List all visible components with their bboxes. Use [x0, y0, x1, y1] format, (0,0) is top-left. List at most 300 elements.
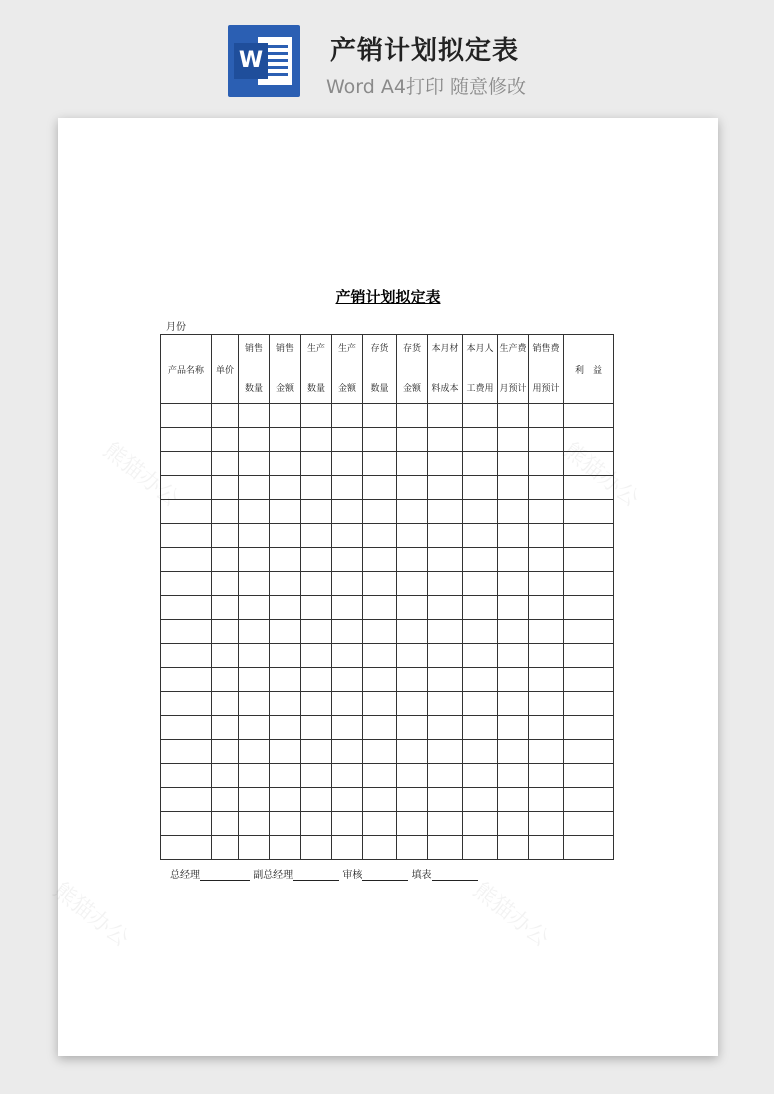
table-cell[interactable] — [212, 548, 239, 572]
table-cell[interactable] — [332, 548, 363, 572]
table-cell[interactable] — [428, 620, 463, 644]
column-header: 生产 金额 — [332, 335, 363, 404]
table-cell[interactable] — [397, 404, 428, 428]
column-header: 存货 数量 — [363, 335, 397, 404]
table-cell[interactable] — [239, 764, 270, 788]
column-header: 生产 数量 — [301, 335, 332, 404]
table-cell[interactable] — [463, 500, 498, 524]
table-cell[interactable] — [332, 812, 363, 836]
column-header: 产品名称 — [161, 335, 212, 404]
table-cell[interactable] — [428, 836, 463, 860]
table-cell[interactable] — [332, 452, 363, 476]
table-cell[interactable] — [301, 740, 332, 764]
table-cell[interactable] — [301, 668, 332, 692]
table-cell[interactable] — [498, 428, 529, 452]
table-cell[interactable] — [463, 428, 498, 452]
table-cell[interactable] — [212, 692, 239, 716]
table-cell[interactable] — [212, 620, 239, 644]
table-cell[interactable] — [332, 524, 363, 548]
table-cell[interactable] — [161, 452, 212, 476]
table-cell[interactable] — [428, 524, 463, 548]
table-cell[interactable] — [270, 548, 301, 572]
table-row — [161, 404, 614, 428]
table-cell[interactable] — [463, 572, 498, 596]
table-cell[interactable] — [212, 668, 239, 692]
table-cell[interactable] — [428, 812, 463, 836]
table-cell[interactable] — [161, 788, 212, 812]
table-cell[interactable] — [428, 476, 463, 500]
table-row — [161, 452, 614, 476]
table-row — [161, 572, 614, 596]
table-cell[interactable] — [363, 692, 397, 716]
table-cell[interactable] — [564, 596, 614, 620]
table-cell[interactable] — [161, 476, 212, 500]
table-cell[interactable] — [239, 428, 270, 452]
table-cell[interactable] — [212, 812, 239, 836]
table-cell[interactable] — [498, 836, 529, 860]
table-cell[interactable] — [363, 620, 397, 644]
table-row — [161, 692, 614, 716]
table-cell[interactable] — [332, 620, 363, 644]
table-cell[interactable] — [463, 476, 498, 500]
table-cell[interactable] — [463, 644, 498, 668]
table-cell[interactable] — [397, 644, 428, 668]
table-cell[interactable] — [239, 836, 270, 860]
page-header — [0, 0, 774, 110]
table-cell[interactable] — [301, 548, 332, 572]
table-row — [161, 740, 614, 764]
table-row — [161, 524, 614, 548]
table-cell[interactable] — [564, 644, 614, 668]
table-cell[interactable] — [301, 764, 332, 788]
table-cell[interactable] — [301, 812, 332, 836]
table-cell[interactable] — [212, 500, 239, 524]
table-cell[interactable] — [212, 644, 239, 668]
table-cell[interactable] — [529, 500, 564, 524]
table-cell[interactable] — [564, 572, 614, 596]
table-row — [161, 716, 614, 740]
table-cell[interactable] — [397, 812, 428, 836]
table-cell[interactable] — [332, 740, 363, 764]
table-cell[interactable] — [161, 428, 212, 452]
table-cell[interactable] — [301, 452, 332, 476]
table-cell[interactable] — [161, 836, 212, 860]
word-icon-badge: W — [234, 43, 268, 79]
table-cell[interactable] — [498, 788, 529, 812]
table-cell[interactable] — [397, 620, 428, 644]
table-cell[interactable] — [363, 740, 397, 764]
table-cell[interactable] — [363, 572, 397, 596]
table-cell[interactable] — [463, 692, 498, 716]
column-header: 生产费 月预计 — [498, 335, 529, 404]
table-cell[interactable] — [428, 668, 463, 692]
table-cell[interactable] — [270, 764, 301, 788]
table-cell[interactable] — [564, 812, 614, 836]
table-cell[interactable] — [428, 788, 463, 812]
table-cell[interactable] — [529, 620, 564, 644]
table-cell[interactable] — [428, 500, 463, 524]
table-cell[interactable] — [161, 812, 212, 836]
table-cell[interactable] — [301, 572, 332, 596]
table-cell[interactable] — [212, 740, 239, 764]
table-cell[interactable] — [498, 452, 529, 476]
table-cell[interactable] — [564, 836, 614, 860]
column-header: 销售费 用预计 — [529, 335, 564, 404]
table-row — [161, 428, 614, 452]
table-cell[interactable] — [212, 716, 239, 740]
table-cell[interactable] — [397, 548, 428, 572]
table-cell[interactable] — [301, 836, 332, 860]
table-cell[interactable] — [498, 620, 529, 644]
table-header-row — [161, 335, 614, 404]
table-cell[interactable] — [332, 404, 363, 428]
table-cell[interactable] — [397, 500, 428, 524]
table-cell[interactable] — [161, 404, 212, 428]
table-cell[interactable] — [270, 404, 301, 428]
table-cell[interactable] — [498, 692, 529, 716]
table-cell[interactable] — [161, 524, 212, 548]
table-cell[interactable] — [529, 812, 564, 836]
table-cell[interactable] — [363, 452, 397, 476]
form-title: 产销计划拟定表 — [335, 288, 441, 306]
table-cell[interactable] — [270, 596, 301, 620]
table-cell[interactable] — [363, 788, 397, 812]
table-cell[interactable] — [498, 812, 529, 836]
table-cell[interactable] — [301, 620, 332, 644]
table-cell[interactable] — [212, 524, 239, 548]
table-cell[interactable] — [161, 620, 212, 644]
table-cell[interactable] — [564, 764, 614, 788]
table-cell[interactable] — [463, 620, 498, 644]
table-cell[interactable] — [332, 428, 363, 452]
table-cell[interactable] — [270, 740, 301, 764]
table-cell[interactable] — [529, 692, 564, 716]
table-cell[interactable] — [363, 812, 397, 836]
table-cell[interactable] — [212, 476, 239, 500]
table-row — [161, 764, 614, 788]
table-cell[interactable] — [529, 476, 564, 500]
watermark: 熊猫办公 — [468, 878, 554, 953]
table-cell[interactable] — [332, 572, 363, 596]
table-cell[interactable] — [564, 668, 614, 692]
table-cell[interactable] — [463, 524, 498, 548]
table-row — [161, 476, 614, 500]
table-cell[interactable] — [301, 788, 332, 812]
table-row — [161, 620, 614, 644]
table-cell[interactable] — [498, 668, 529, 692]
table-cell[interactable] — [301, 404, 332, 428]
table-cell[interactable] — [161, 692, 212, 716]
table-cell[interactable] — [428, 404, 463, 428]
table-cell[interactable] — [239, 548, 270, 572]
watermark: 熊猫办公 — [558, 438, 644, 513]
table-cell[interactable] — [564, 620, 614, 644]
table-cell[interactable] — [529, 572, 564, 596]
table-cell[interactable] — [161, 644, 212, 668]
table-cell[interactable] — [564, 548, 614, 572]
document-page — [48, 118, 718, 1056]
table-cell[interactable] — [463, 812, 498, 836]
signature-blank[interactable] — [200, 869, 250, 881]
table-row — [161, 500, 614, 524]
table-cell[interactable] — [239, 476, 270, 500]
word-document-icon — [228, 25, 300, 97]
signature-blank[interactable] — [432, 869, 478, 881]
table-cell[interactable] — [428, 692, 463, 716]
table-cell[interactable] — [239, 644, 270, 668]
table-cell[interactable] — [161, 500, 212, 524]
table-cell[interactable] — [270, 476, 301, 500]
table-cell[interactable] — [270, 836, 301, 860]
table-cell[interactable] — [239, 740, 270, 764]
table-cell[interactable] — [428, 428, 463, 452]
table-cell[interactable] — [212, 788, 239, 812]
table-cell[interactable] — [529, 668, 564, 692]
table-cell[interactable] — [463, 596, 498, 620]
table-cell[interactable] — [363, 500, 397, 524]
table-cell[interactable] — [332, 668, 363, 692]
table-cell[interactable] — [529, 716, 564, 740]
table-cell[interactable] — [270, 716, 301, 740]
signature-line — [170, 866, 478, 881]
signature-label: 审核 — [342, 870, 363, 881]
table-cell[interactable] — [161, 740, 212, 764]
table-cell[interactable] — [564, 404, 614, 428]
table-cell[interactable] — [397, 668, 428, 692]
table-cell[interactable] — [529, 524, 564, 548]
table-cell[interactable] — [397, 764, 428, 788]
table-cell[interactable] — [332, 596, 363, 620]
table-cell[interactable] — [363, 716, 397, 740]
table-cell[interactable] — [161, 764, 212, 788]
table-cell[interactable] — [529, 548, 564, 572]
table-cell[interactable] — [428, 764, 463, 788]
table-cell[interactable] — [397, 452, 428, 476]
table-cell[interactable] — [212, 428, 239, 452]
table-cell[interactable] — [397, 476, 428, 500]
table-cell[interactable] — [498, 548, 529, 572]
table-cell[interactable] — [498, 716, 529, 740]
table-cell[interactable] — [301, 644, 332, 668]
table-cell[interactable] — [463, 404, 498, 428]
table-cell[interactable] — [564, 524, 614, 548]
production-sales-table — [160, 334, 614, 860]
table-cell[interactable] — [397, 428, 428, 452]
table-cell[interactable] — [428, 452, 463, 476]
table-cell[interactable] — [529, 452, 564, 476]
table-cell[interactable] — [397, 692, 428, 716]
table-cell[interactable] — [301, 524, 332, 548]
table-cell[interactable] — [498, 572, 529, 596]
table-cell[interactable] — [301, 692, 332, 716]
table-row — [161, 548, 614, 572]
table-cell[interactable] — [161, 596, 212, 620]
table-cell[interactable] — [529, 764, 564, 788]
table-cell[interactable] — [270, 524, 301, 548]
table-cell[interactable] — [212, 596, 239, 620]
table-cell[interactable] — [529, 644, 564, 668]
table-cell[interactable] — [363, 764, 397, 788]
table-cell[interactable] — [463, 548, 498, 572]
table-cell[interactable] — [397, 788, 428, 812]
column-header: 销售 数量 — [239, 335, 270, 404]
table-cell[interactable] — [270, 452, 301, 476]
table-cell[interactable] — [301, 500, 332, 524]
table-cell[interactable] — [363, 404, 397, 428]
table-cell[interactable] — [301, 596, 332, 620]
table-cell[interactable] — [498, 644, 529, 668]
table-cell[interactable] — [161, 716, 212, 740]
table-cell[interactable] — [270, 668, 301, 692]
table-cell[interactable] — [564, 788, 614, 812]
table-cell[interactable] — [270, 428, 301, 452]
column-header: 利 益 — [564, 335, 614, 404]
table-cell[interactable] — [332, 476, 363, 500]
month-label: 月份 — [166, 322, 186, 333]
table-cell[interactable] — [428, 740, 463, 764]
table-cell[interactable] — [332, 500, 363, 524]
table-cell[interactable] — [332, 836, 363, 860]
table-cell[interactable] — [397, 836, 428, 860]
table-cell[interactable] — [239, 524, 270, 548]
table-cell[interactable] — [239, 788, 270, 812]
table-cell[interactable] — [564, 428, 614, 452]
column-header: 本月材 料成本 — [428, 335, 463, 404]
column-header: 本月人 工费用 — [463, 335, 498, 404]
column-header: 销售 金额 — [270, 335, 301, 404]
table-row — [161, 644, 614, 668]
table-cell[interactable] — [301, 428, 332, 452]
table-cell[interactable] — [498, 524, 529, 548]
table-cell[interactable] — [270, 692, 301, 716]
table-cell[interactable] — [463, 836, 498, 860]
table-cell[interactable] — [239, 692, 270, 716]
column-header: 存货 金额 — [397, 335, 428, 404]
table-cell[interactable] — [564, 716, 614, 740]
table-cell[interactable] — [363, 644, 397, 668]
table-cell[interactable] — [161, 548, 212, 572]
table-row — [161, 836, 614, 860]
table-cell[interactable] — [212, 404, 239, 428]
table-cell[interactable] — [564, 740, 614, 764]
document-subtitle: Word A4打印 随意修改 — [326, 76, 527, 98]
table-cell[interactable] — [239, 716, 270, 740]
table-cell[interactable] — [363, 428, 397, 452]
table-cell[interactable] — [529, 740, 564, 764]
table-cell[interactable] — [239, 452, 270, 476]
table-cell[interactable] — [428, 548, 463, 572]
table-cell[interactable] — [270, 788, 301, 812]
table-cell[interactable] — [363, 596, 397, 620]
table-cell[interactable] — [529, 404, 564, 428]
table-cell[interactable] — [270, 644, 301, 668]
table-cell[interactable] — [397, 740, 428, 764]
table-cell[interactable] — [564, 500, 614, 524]
table-cell[interactable] — [332, 644, 363, 668]
table-cell[interactable] — [161, 668, 212, 692]
signature-blank[interactable] — [293, 869, 339, 881]
document-title: 产销计划拟定表 — [330, 36, 520, 66]
table-cell[interactable] — [529, 788, 564, 812]
table-cell[interactable] — [498, 764, 529, 788]
table-cell[interactable] — [529, 836, 564, 860]
table-cell[interactable] — [463, 764, 498, 788]
table-cell[interactable] — [363, 836, 397, 860]
table-cell[interactable] — [332, 692, 363, 716]
signature-blank[interactable] — [362, 869, 408, 881]
table-row — [161, 596, 614, 620]
table-cell[interactable] — [161, 572, 212, 596]
table-cell[interactable] — [498, 476, 529, 500]
table-cell[interactable] — [212, 764, 239, 788]
table-cell[interactable] — [498, 500, 529, 524]
table-cell[interactable] — [397, 572, 428, 596]
table-cell[interactable] — [239, 404, 270, 428]
table-cell[interactable] — [498, 596, 529, 620]
table-cell[interactable] — [529, 596, 564, 620]
table-cell[interactable] — [363, 524, 397, 548]
table-cell[interactable] — [301, 716, 332, 740]
table-cell[interactable] — [397, 596, 428, 620]
table-cell[interactable] — [212, 836, 239, 860]
table-cell[interactable] — [498, 404, 529, 428]
table-cell[interactable] — [332, 788, 363, 812]
table-cell[interactable] — [239, 620, 270, 644]
table-cell[interactable] — [270, 812, 301, 836]
table-cell[interactable] — [428, 644, 463, 668]
table-cell[interactable] — [529, 428, 564, 452]
watermark: 熊猫办公 — [48, 878, 134, 953]
column-header: 单价 — [212, 335, 239, 404]
table-cell[interactable] — [212, 452, 239, 476]
table-row — [161, 788, 614, 812]
table-cell[interactable] — [397, 524, 428, 548]
table-cell[interactable] — [363, 548, 397, 572]
watermark: 熊猫办公 — [98, 438, 184, 513]
signature-label: 副总经理 — [253, 870, 294, 881]
table-cell[interactable] — [463, 716, 498, 740]
table-cell[interactable] — [463, 788, 498, 812]
table-cell[interactable] — [498, 740, 529, 764]
table-cell[interactable] — [463, 740, 498, 764]
table-cell[interactable] — [428, 716, 463, 740]
table-cell[interactable] — [239, 596, 270, 620]
table-cell[interactable] — [564, 452, 614, 476]
table-cell[interactable] — [301, 476, 332, 500]
table-cell[interactable] — [463, 452, 498, 476]
table-row — [161, 812, 614, 836]
table-cell[interactable] — [239, 572, 270, 596]
table-cell[interactable] — [239, 812, 270, 836]
table-cell[interactable] — [332, 716, 363, 740]
table-cell[interactable] — [239, 500, 270, 524]
table-cell[interactable] — [428, 572, 463, 596]
table-cell[interactable] — [270, 500, 301, 524]
table-cell[interactable] — [363, 476, 397, 500]
table-cell[interactable] — [428, 596, 463, 620]
signature-label: 填表 — [411, 870, 432, 881]
table-cell[interactable] — [564, 692, 614, 716]
table-cell[interactable] — [363, 668, 397, 692]
table-cell[interactable] — [212, 572, 239, 596]
table-cell[interactable] — [270, 620, 301, 644]
table-cell[interactable] — [397, 716, 428, 740]
table-cell[interactable] — [239, 668, 270, 692]
table-cell[interactable] — [270, 572, 301, 596]
table-cell[interactable] — [564, 476, 614, 500]
table-cell[interactable] — [463, 668, 498, 692]
table-cell[interactable] — [332, 764, 363, 788]
